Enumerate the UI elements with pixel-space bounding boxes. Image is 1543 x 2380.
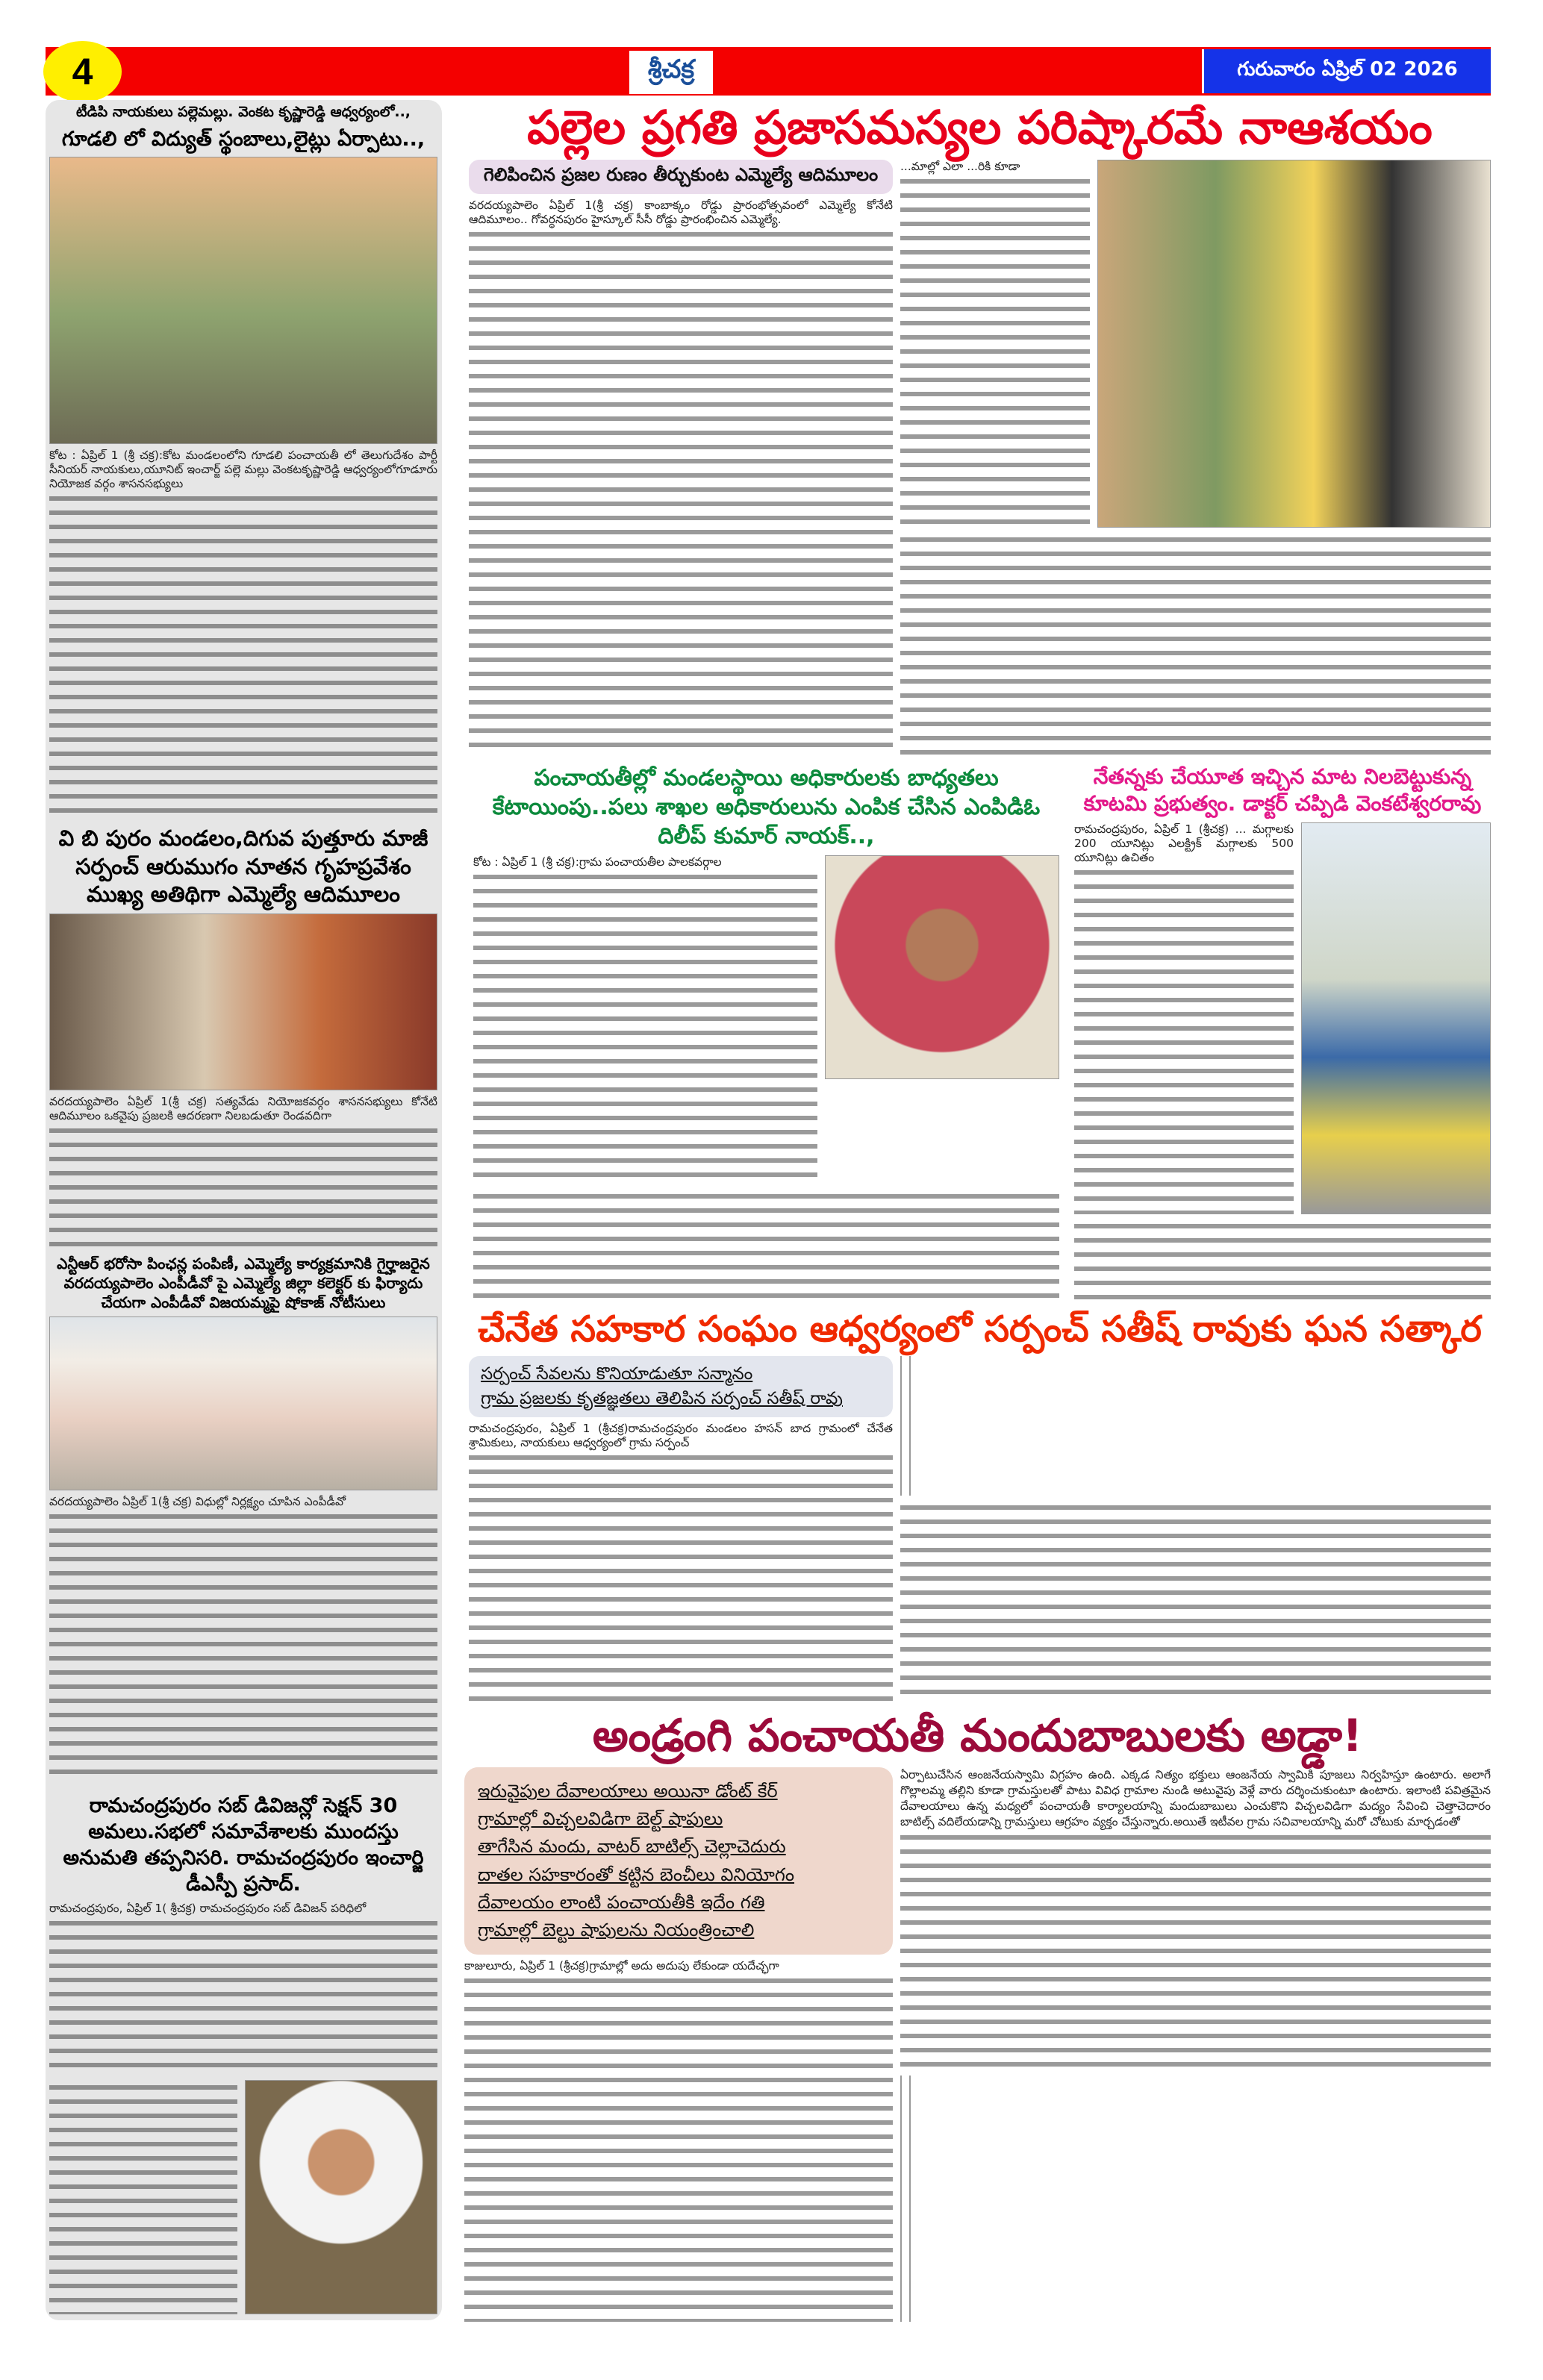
article-mpdo-notice (49, 1254, 437, 1778)
photo-netanna-event (1301, 822, 1491, 1214)
article-house-warming (49, 825, 437, 1248)
highlight-line: దాతల సహకారంతో కట్టిన బెంచీలు వినియోగం (478, 1864, 795, 1885)
photo-dsp-prasad (245, 2080, 437, 2314)
article-body-continued (49, 2080, 237, 2314)
cheneta-photos (900, 1356, 1491, 1496)
subhead-line: గ్రామ ప్రజలకు కృతజ్ఞతలు తెలిపిన సర్పంచ్ సతీష్ రావు (481, 1388, 844, 1408)
andragi-body-right: ఏర్పాటుచేసిన ఆంజనేయస్వామి విగ్రహం ఉంది. ఎక్కడ నిత్యం భక్తులు ఆంజనేయ స్వామికి పూజలు నిర్వహిస్తూ ఉంటారు. అలాగే గొల్లాలమ్మ తల్లిని కూడా గ్రామస్తులతో పాటు వివిధ గ్రామాల నుండి అటువైపు వెళ్లే వారు దర్శించుకుంటూ ఉంటారు. ఇలాంటి పవిత్రమైన దేవాలయాలు ఉన్న మధ్యలో పంచాయతీ కార్యాలయాన్ని మందుబాబులు ఎంచుకొని విచ్చలవిడిగా మద్యం సేవించి చెత్తాచెదారం బాటిల్స్ వదిలేయడాన్ని గ్రామస్తులు ఆగ్రహం వ్యక్తం చేస్తున్నారు.అయితే ఇటీవల గ్రామ సచివాలయాన్ని మరో చోటుకు మార్చడంతో (900, 1767, 1491, 2071)
cheneta-left (469, 1356, 893, 1702)
subhead-line: సర్పంచ్ సేవలను కొనియాడుతూ సన్మానం (481, 1364, 753, 1384)
cheneta-columns (469, 1356, 1491, 1702)
newspaper-logo: శ్రీచక్ర (629, 51, 713, 94)
article-body: రామచంద్రపురం, ఏప్రిల్ 1( శ్రీచక్ర) రామచంద్రపురం సబ్ డివిజన్ పరిధిలో (49, 1902, 437, 2076)
highlight-line: గ్రామాల్లో విచ్చలవిడిగా బెల్ట్ షాపులు (478, 1808, 723, 1830)
andragi-photos (900, 2076, 1491, 2322)
andragi-headline: అండ్రంగి పంచాయతీ మందుబాబులకు అడ్డా! (592, 1710, 1363, 1762)
article-body: వరదయ్యపాలెం ఏప్రిల్ 1(శ్రీ చక్ర) సత్యవేడు నియోజకవర్గం శాసనసభ్యులు కోనేటి ఆదిమూలం ఒకవైపు ప్రజలకి ఆదరణగా నిలబడుతూ రెండవదిగా (49, 1095, 437, 1248)
andragi-highlights (464, 1767, 893, 1955)
lead-left (469, 160, 893, 756)
andragi-columns (464, 1767, 1491, 2322)
photo-felicitation-2 (909, 1356, 911, 1496)
article-kicker: టీడిపి నాయకులు పల్లెమల్లు. వెంకట కృష్ణారెడ్డి ఆధ్వర్యంలో.., (75, 104, 411, 120)
lead-headline: పల్లెల ప్రగతి ప్రజాసమస్యల పరిష్కారమే నాఆశయం (527, 100, 1433, 154)
andragi-body: కాజులూరు, ఏప్రిల్ 1 (శ్రీచక్ర)గ్రామాల్లో అదు అదుపు లేకుండా యదేచ్ఛగా (464, 1959, 893, 2322)
lead-columns (469, 160, 1491, 756)
photo-house-warming (49, 913, 437, 1090)
cheneta-article (469, 1308, 1491, 1702)
photo-bottles-littered-2 (909, 2076, 911, 2322)
article-headline: వి బి పురం మండలం,దిగువ పుత్తూరు మాజీ సర్పంచ్ ఆరుముగం నూతన గృహప్రవేశం ముఖ్య అతిథిగా ఎమ్మెల్యే ఆదిమూలం (58, 825, 428, 908)
lead-body-col2: ...మాల్లో ఎలా ...రికి కూడా (900, 160, 1090, 528)
article-headline: ఎన్టీఆర్ భరోసా పింఛన్ల పంపిణీ, ఎమ్మెల్యే కార్యక్రమానికి గైర్హాజరైన వరదయ్యపాలెం ఎంపీడీవో పై ఎమ్మెల్యే జిల్లా కలెక్టర్ కు ఫిర్యాదు చేయగా ఎంపీడీవో విజయమ్మపై షోకాజ్ నోటీసులు (57, 1255, 430, 1311)
lead-article (469, 100, 1491, 756)
andragi-right (900, 1767, 1491, 2322)
highlight-line: ఇరువైపుల దేవాలయాలు అయినా డోంట్ కేర్ (478, 1781, 778, 1802)
lead-right (900, 160, 1491, 756)
cheneta-right (900, 1356, 1491, 1702)
photo-bottles-littered-1 (900, 2076, 902, 2322)
panchayat-row (473, 855, 1059, 1184)
cheneta-headline: చేనేత సహకార సంఘం ఆధ్వర్యంలో సర్పంచ్ సతీష్ రావుకు ఘన సత్కార (478, 1308, 1482, 1350)
photo-mpdo-office (49, 1317, 437, 1490)
netanna-article (1074, 763, 1491, 1301)
photo-felicitation-1 (900, 1356, 902, 1496)
netanna-body-continued (1074, 1219, 1491, 1301)
panchayat-article (473, 763, 1059, 1301)
photo-mpdo-dileep-kumar (825, 855, 1059, 1079)
highlight-line: దేవాలయం లాంటి పంచాయతీకి ఇదేం గతి (478, 1891, 765, 1913)
lead-right-top (900, 160, 1491, 528)
panchayat-headline: పంచాయతీల్లో మండలస్థాయి అధికారులకు బాధ్యతలు కేటాయింపు..పలు శాఖల అధికారులును ఎంపిక చేసిన ఎంపిడిఓ దిలీప్ కుమార్ నాయక్.., (492, 765, 1041, 849)
article-body: వరదయ్యపాలెం ఏప్రిల్ 1(శ్రీ చక్ర) విధుల్లో నిర్లక్ష్యం చూపిన ఎంపీడీవో (49, 1495, 437, 1778)
article-headline: రామచంద్రపురం సబ్ డివిజన్లో సెక్షన్ 30 అమలు.సభలో సమావేశాలకు ముందస్తు అనుమతి తప్పనిసరి. రామచంద్రపురం ఇంచార్జి డీఎస్పీ ప్రసాద్. (63, 1794, 424, 1896)
lead-body: వరదయ్యపాలెం ఏప్రిల్ 1(శ్రీ చక్ర) కాంబాక్కం రోడ్డు ప్రారంభోత్సవంలో ఎమ్మెల్యే కోనేటి ఆదిమూలం.. గోవర్ధనపురం హైస్కూల్ సీసీ రోడ్డు ప్రారంభించిన ఎమ్మెల్యే. (469, 199, 893, 756)
cheneta-body-continued (900, 1500, 1491, 1702)
article-lower-row (49, 2080, 437, 2314)
article-headline: గూడలి లో విద్యుత్ స్థంబాలు,లైట్లు ఏర్పాటు.., (61, 127, 426, 151)
cheneta-body: రామచంద్రపురం, ఏప్రిల్ 1 (శ్రీచక్ర)రామచంద్రపురం మండలం హసన్ బాద గ్రామంలో చేనేత శ్రామికులు, నాయకులు ఆధ్వర్యంలో గ్రామ సర్పంచ్ (469, 1422, 893, 1702)
netanna-headline: నేతన్నకు చేయూత ఇచ్చిన మాట నిలబెట్టుకున్న కూటమి ప్రభుత్వం. డాక్టర్ చప్పిడి వెంకటేశ్వరరావు (1083, 764, 1482, 816)
article-gudali (49, 103, 437, 817)
netanna-row (1074, 822, 1491, 1214)
article-section-30 (49, 1793, 437, 2314)
page-number-badge: 4 (43, 41, 122, 102)
lead-body-continued (900, 532, 1491, 756)
article-body: కోట : ఏప్రిల్ 1 (శ్రీ చక్ర):కోట మండలంలోని గూడలి పంచాయతీ లో తెలుగుదేశం పార్టీ సీనియర్ నాయకులు,యూనిట్ ఇంచార్జ్ పల్లె మల్లు వెంకటకృష్ణారెడ్డి ఆధ్వర్యంలోగూడూరు నియోజక వర్గం శాసనసభ్యులు (49, 449, 437, 817)
panchayat-body-continued (473, 1189, 1059, 1301)
andragi-left (464, 1767, 893, 2322)
photo-electric-poles (49, 157, 437, 444)
highlight-line: గ్రామాల్లో బెల్టు షాపులను నియంత్రించాలి (478, 1919, 755, 1940)
netanna-body: రామచంద్రపురం, ఏప్రిల్ 1 (శ్రీచక్ర) ... మగ్గాలకు 200 యూనిట్లు ఎలక్ట్రిక్ మగ్గాలకు 500 యూనిట్లు ఉచితం (1074, 822, 1294, 1214)
panchayat-body: కోట : ఏప్రిల్ 1 (శ్రీ చక్ర):గ్రామ పంచాయతీల పాలకవర్గాల (473, 855, 817, 1184)
issue-date: గురువారం ఏప్రిల్ 02 2026 (1202, 49, 1491, 93)
photo-road-inauguration (1097, 160, 1491, 528)
andragi-article (464, 1709, 1491, 2322)
highlight-line: తాగేసిన మందు, వాటర్ బాటిల్స్ చెల్లాచెదురు (478, 1836, 786, 1858)
lead-subhead: గెలిపించిన ప్రజల రుణం తీర్చుకుంట ఎమ్మెల్యే ఆదిమూలం (469, 160, 893, 194)
cheneta-subhead (469, 1356, 893, 1418)
